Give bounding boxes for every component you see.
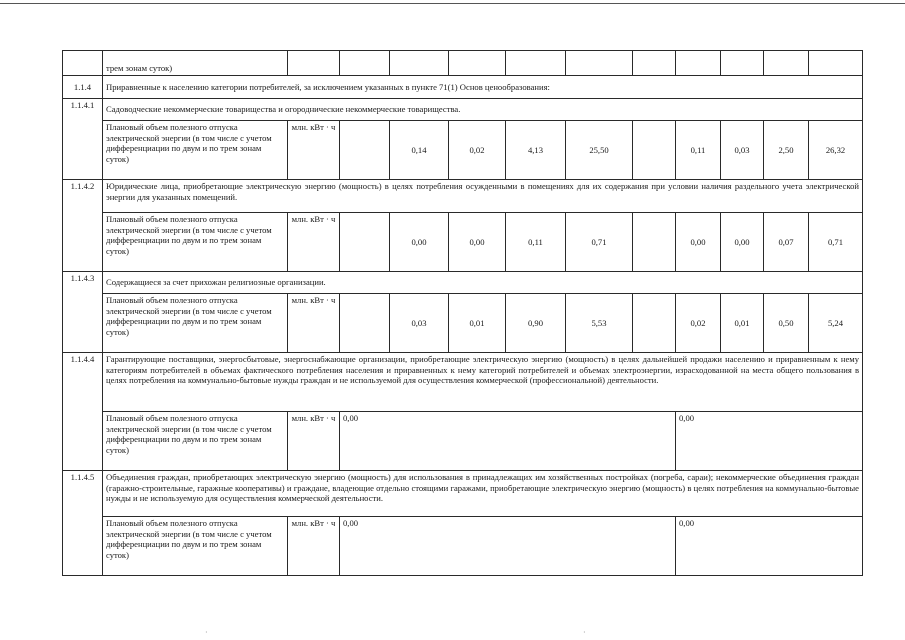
table-row-fragment (63, 51, 863, 76)
table-row-1-1-4-3-values (63, 294, 863, 353)
value-cell: 0,00 (390, 213, 449, 272)
row-code: 1.1.4.3 (63, 272, 103, 353)
row-code: 1.1.4.2 (63, 180, 103, 272)
value-cell: 0,11 (506, 213, 566, 272)
value-cell-merged: 0,00 (676, 517, 863, 576)
tariff-table (62, 50, 863, 576)
value-cell: 0,07 (764, 213, 809, 272)
value-cell: 5,53 (566, 294, 633, 353)
table-row-1-1-4-4-values (63, 412, 863, 471)
value-cell-merged: 0,00 (340, 517, 676, 576)
scan-speck: · (583, 628, 586, 637)
scan-speck: · (205, 628, 208, 637)
volume-label: Плановый объем полезного отпуска электрической энергии (в том числе с учетом дифференциации по двум и по трем зонам суток) (103, 213, 288, 272)
unit-label: млн. кВт · ч (288, 294, 340, 353)
volume-label: Плановый объем полезного отпуска электрической энергии (в том числе с учетом дифференциации по двум и по трем зонам суток) (103, 412, 288, 471)
value-cell: 25,50 (566, 121, 633, 180)
top-rule (0, 3, 905, 4)
volume-label: Плановый объем полезного отпуска электрической энергии (в том числе с учетом дифференциации по двум и по трем зонам суток) (103, 517, 288, 576)
table-row-1-1-4-1-header (63, 99, 863, 121)
value-cell: 0,71 (566, 213, 633, 272)
value-cell: 0,11 (676, 121, 721, 180)
value-cell: 5,24 (809, 294, 863, 353)
value-cell: 0,01 (449, 294, 506, 353)
value-cell: 0,03 (721, 121, 764, 180)
value-cell: 0,90 (506, 294, 566, 353)
volume-label-fragment: трем зонам суток) (103, 51, 288, 76)
row-code: 1.1.4.5 (63, 471, 103, 576)
value-cell: 0,02 (676, 294, 721, 353)
category-description: Садоводческие некоммерческие товарищества и огороднические некоммерческие товарищества. (103, 99, 863, 121)
value-cell-merged: 0,00 (340, 412, 676, 471)
category-description: Объединения граждан, приобретающих электрическую энергию (мощность) для использования в принадлежащих им хозяйственных постройках (погреба, сараи); некоммерческие объединения граждан (гаражно-строительные, гаражные кооперативы) и граждане, владеющие отдельно стоящими гаражами, приобретающие электрическую энергию (мощность) в целях потребления на коммунально-бытовые нужды и не используемую для осуществления коммерческой деятельности. (103, 471, 863, 517)
table-row-1-1-4-3-header (63, 272, 863, 294)
table-row-1-1-4-2-values (63, 213, 863, 272)
value-cell: 0,00 (721, 213, 764, 272)
unit-label: млн. кВт · ч (288, 412, 340, 471)
volume-label: Плановый объем полезного отпуска электрической энергии (в том числе с учетом дифференциации по двум и по трем зонам суток) (103, 121, 288, 180)
value-cell: 26,32 (809, 121, 863, 180)
value-cell: 0,50 (764, 294, 809, 353)
row-code: 1.1.4.1 (63, 99, 103, 180)
category-description: Содержащиеся за счет прихожан религиозные организации. (103, 272, 863, 294)
unit-label: млн. кВт · ч (288, 517, 340, 576)
value-cell: 0,00 (449, 213, 506, 272)
value-cell: 4,13 (506, 121, 566, 180)
category-description: Приравненные к населению категории потребителей, за исключением указанных в пункте 71(1) Основ ценообразования: (103, 76, 863, 99)
row-code: 1.1.4 (63, 76, 103, 99)
value-cell: 0,02 (449, 121, 506, 180)
value-cell: 0,00 (676, 213, 721, 272)
table-row-1-1-4-5-header (63, 471, 863, 517)
code-cell (63, 51, 103, 76)
table-row-1-1-4-1-values (63, 121, 863, 180)
volume-label: Плановый объем полезного отпуска электрической энергии (в том числе с учетом дифференциации по двум и по трем зонам суток) (103, 294, 288, 353)
value-cell: 0,01 (721, 294, 764, 353)
value-cell: 0,03 (390, 294, 449, 353)
table-row-1-1-4 (63, 76, 863, 99)
table-row-1-1-4-5-values (63, 517, 863, 576)
value-cell: 2,50 (764, 121, 809, 180)
value-cell: 0,71 (809, 213, 863, 272)
unit-label: млн. кВт · ч (288, 121, 340, 180)
table-row-1-1-4-2-header (63, 180, 863, 213)
value-cell: 0,14 (390, 121, 449, 180)
row-code: 1.1.4.4 (63, 353, 103, 471)
category-description: Гарантирующие поставщики, энергосбытовые, энергоснабжающие организации, приобретающие электрическую энергию (мощность) в целях дальнейшей продажи населению и приравненным к нему категориям потребителей в объемах фактического потребления населения и приравненных к нему категорий потребителей и объемах электроэнергии, израсходованной на места общего пользования в целях потребления на коммунально-бытовые нужды граждан и не используемой для осуществления коммерческой (профессиональной) деятельности. (103, 353, 863, 412)
category-description: Юридические лица, приобретающие электрическую энергию (мощность) в целях потребления осужденными в помещениях для их содержания при условии наличия раздельного учета электрической энергии для указанных помещений. (103, 180, 863, 213)
unit-label: млн. кВт · ч (288, 213, 340, 272)
table-row-1-1-4-4-header (63, 353, 863, 412)
value-cell-merged: 0,00 (676, 412, 863, 471)
